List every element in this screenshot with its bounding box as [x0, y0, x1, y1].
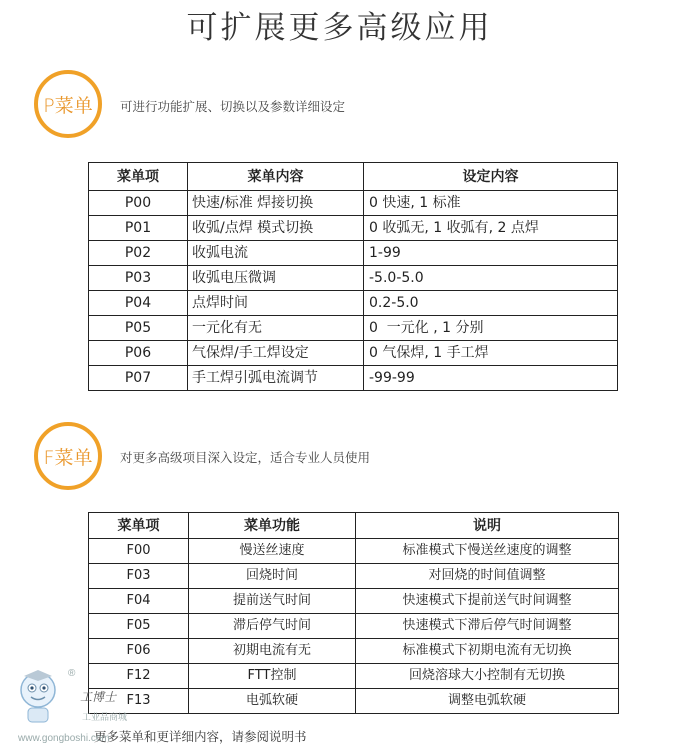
menu-item-setting: 0 一元化 , 1 分别	[364, 316, 618, 341]
registered-mark: ®	[68, 668, 76, 679]
menu-item-function: 滞后停气时间	[189, 614, 356, 639]
menu-item-function: 初期电流有无	[189, 639, 356, 664]
menu-item-explanation: 回烧溶球大小控制有无切换	[356, 664, 619, 689]
menu-item-code: P06	[89, 341, 188, 366]
menu-item-explanation: 快速模式下滞后停气时间调整	[356, 614, 619, 639]
menu-item-code: P05	[89, 316, 188, 341]
column-header: 菜单内容	[188, 163, 364, 191]
menu-item-code: P02	[89, 241, 188, 266]
p-menu-description: 可进行功能扩展、切换以及参数详细设定	[120, 99, 346, 114]
f-menu-badge: F菜单	[34, 422, 102, 490]
menu-item-setting: 0 收弧无, 1 收弧有, 2 点焊	[364, 216, 618, 241]
column-header: 说明	[356, 513, 619, 539]
menu-item-content: 气保焊/手工焊设定	[188, 341, 364, 366]
menu-item-code: F13	[89, 689, 189, 714]
table-row	[89, 216, 618, 241]
p-menu-badge: P菜单	[34, 70, 102, 138]
menu-item-setting: 0 快速, 1 标准	[364, 191, 618, 216]
table-row	[89, 589, 619, 614]
table-row	[89, 191, 618, 216]
menu-item-content: 收弧/点焊 模式切换	[188, 216, 364, 241]
footer-note: 更多菜单和更详细内容，请参阅说明书	[94, 729, 307, 744]
table-row	[89, 689, 619, 714]
column-header: 菜单项	[89, 163, 188, 191]
table-row	[89, 316, 618, 341]
column-header: 菜单项	[89, 513, 189, 539]
table-row	[89, 614, 619, 639]
menu-item-code: P03	[89, 266, 188, 291]
menu-item-code: P04	[89, 291, 188, 316]
table-row	[89, 564, 619, 589]
table-row	[89, 341, 618, 366]
mascot-logo-icon	[14, 668, 62, 726]
menu-item-setting: -99-99	[364, 366, 618, 391]
menu-item-function: 回烧时间	[189, 564, 356, 589]
page-title: 可扩展更多高级应用	[186, 10, 493, 46]
f-menu-table	[88, 512, 619, 714]
menu-item-setting: -5.0-5.0	[364, 266, 618, 291]
menu-item-code: P01	[89, 216, 188, 241]
menu-item-explanation: 标准模式下初期电流有无切换	[356, 639, 619, 664]
menu-item-code: P00	[89, 191, 188, 216]
menu-item-code: F05	[89, 614, 189, 639]
table-row	[89, 291, 618, 316]
watermark-url: www.gongboshi.com	[18, 733, 110, 744]
column-header: 菜单功能	[189, 513, 356, 539]
menu-item-content: 收弧电流	[188, 241, 364, 266]
menu-item-content: 一元化有无	[188, 316, 364, 341]
table-header-row	[89, 513, 619, 539]
menu-item-setting: 1-99	[364, 241, 618, 266]
menu-item-function: 提前送气时间	[189, 589, 356, 614]
menu-item-code: F12	[89, 664, 189, 689]
menu-item-code: F03	[89, 564, 189, 589]
watermark-subtitle: 工业品商城	[82, 712, 128, 722]
menu-item-setting: 0.2-5.0	[364, 291, 618, 316]
menu-item-code: P07	[89, 366, 188, 391]
menu-item-content: 手工焊引弧电流调节	[188, 366, 364, 391]
table-header-row	[89, 163, 618, 191]
menu-item-code: F00	[89, 539, 189, 564]
menu-item-content: 快速/标准 焊接切换	[188, 191, 364, 216]
menu-item-code: F06	[89, 639, 189, 664]
table-row	[89, 664, 619, 689]
menu-item-code: F04	[89, 589, 189, 614]
menu-item-function: 电弧软硬	[189, 689, 356, 714]
menu-item-explanation: 对回烧的时间值调整	[356, 564, 619, 589]
column-header: 设定内容	[364, 163, 618, 191]
f-menu-description: 对更多高级项目深入设定，适合专业人员使用	[120, 450, 371, 465]
menu-item-explanation: 调整电弧软硬	[356, 689, 619, 714]
table-row	[89, 639, 619, 664]
table-row	[89, 539, 619, 564]
menu-item-function: 慢送丝速度	[189, 539, 356, 564]
p-menu-table	[88, 162, 618, 391]
menu-item-content: 收弧电压微调	[188, 266, 364, 291]
menu-item-explanation: 快速模式下提前送气时间调整	[356, 589, 619, 614]
table-row	[89, 366, 618, 391]
table-row	[89, 241, 618, 266]
menu-item-setting: 0 气保焊, 1 手工焊	[364, 341, 618, 366]
table-row	[89, 266, 618, 291]
watermark-brand: 工博士	[80, 690, 117, 704]
menu-item-explanation: 标准模式下慢送丝速度的调整	[356, 539, 619, 564]
menu-item-content: 点焊时间	[188, 291, 364, 316]
menu-item-function: FTT控制	[189, 664, 356, 689]
